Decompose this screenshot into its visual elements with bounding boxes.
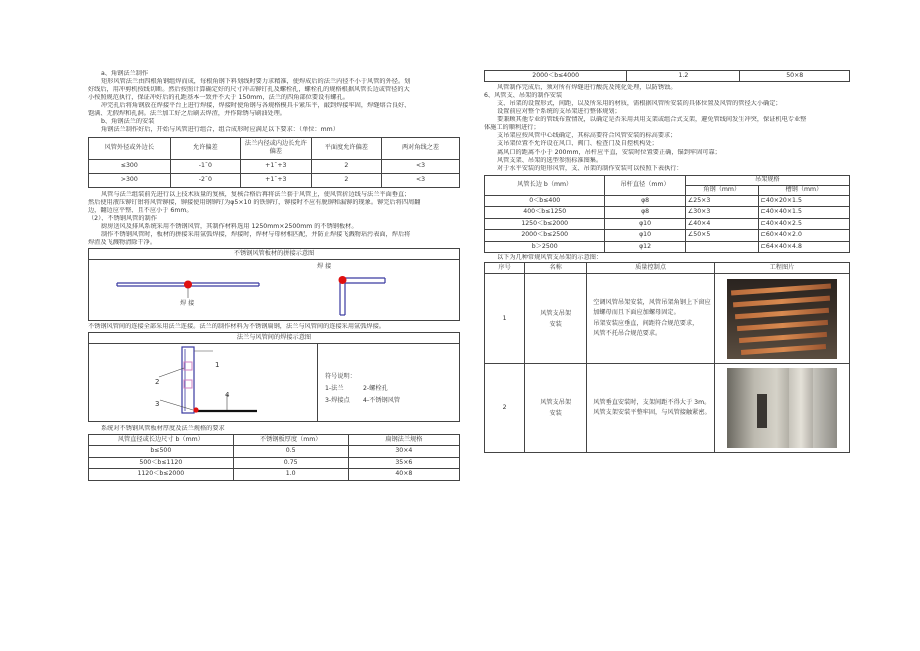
hanger-beam-shape (731, 283, 831, 295)
text-line: 体施工的顺利进行； (484, 124, 540, 132)
text-line: （2）、不锈钢风管的制作 (88, 214, 157, 222)
text-line: 支、吊架的设置形式，间距，以及所采用的材质，需根据风管所安装的具体位置及风管的管径大小确定； (497, 100, 782, 108)
header-cell: 序号 (485, 263, 525, 274)
text-line: 边，翻边应平整、且不应小于 6mm。 (88, 206, 193, 214)
hanger-beam-shape (739, 332, 827, 343)
quality-control-table (484, 262, 850, 453)
legend-item: 2-螺栓孔 (363, 384, 388, 392)
control-points (587, 274, 715, 364)
stainless-thickness-table (88, 434, 460, 481)
text-line: 6、风管支、吊架的制作安装 (484, 92, 563, 100)
diagram-title: 法兰与风管间的焊接示意图 (89, 333, 459, 344)
stainless-sheet-joint-diagram (88, 248, 460, 321)
project-photo-cell (714, 364, 849, 453)
table-cell: 2 (311, 173, 381, 187)
legend-item: 4-不锈钢风管 (363, 396, 401, 404)
row-number: 2 (485, 364, 525, 453)
table-cell: φ8 (605, 195, 685, 207)
item-name-line: 安装 (549, 320, 562, 328)
table-header-row (89, 137, 460, 159)
table-row (89, 469, 460, 481)
header-cell: 两对角线之差 (382, 137, 460, 159)
weld-point-marker (184, 280, 192, 288)
table-row (89, 457, 460, 469)
text-line: 矩形风管法兰由四根角钢组焊而成，每根角钢下料划线时要力求精准，使焊成后的法兰内径不小于风管的外径。划 (101, 78, 411, 86)
table-cell: 500＜b≤1120 (89, 457, 234, 469)
control-point-line: 加螺母而且下面应加螺母固定。 (593, 309, 680, 317)
table-cell: <3 (382, 173, 460, 187)
text-line: 支吊架位置不允许设在风口、阀门、检查门及自控机构处； (497, 140, 658, 148)
table-cell: 2000＜b≤2500 (485, 230, 605, 242)
paragraph: 系统对不锈钢风管板材厚度及法兰规格的要求 (101, 425, 225, 432)
table-cell: 1120＜b≤2000 (89, 469, 234, 481)
divider (317, 344, 318, 421)
table-cell: 35×6 (348, 457, 459, 469)
table-cell: -1¯0 (170, 159, 240, 173)
vertical-duct-bracket-photo (727, 368, 837, 448)
control-point-line: 风管垂直安装时，支架间距不得大于 3m。 (593, 398, 711, 406)
item-name-line: 安装 (549, 410, 562, 418)
table-cell: ≤300 (89, 159, 171, 173)
left-column (88, 70, 460, 481)
row-number: 1 (485, 274, 525, 364)
control-point-line: 空调风管吊架安装，风管吊架角钢上下窗应 (593, 298, 711, 306)
table-cell: 1.2 (627, 71, 740, 82)
symbol-legend (325, 371, 423, 406)
text-line: 冲完孔后将角钢放在焊接平台上进行焊接，焊接时使角钢与各规格模具卡紧压平，敲到焊接牢固，焊缝熔合良好、 (101, 102, 411, 110)
legend-row (325, 395, 423, 407)
text-line: 小按照规范执行，保证冲好后的孔距基本一致并不大于 150mm，法兰的四角部位要设有螺孔。 (88, 94, 349, 102)
text-line: 好线后，用冲剪机按线切断。然后按照计算确定好的尺寸冲击铆钉孔及螺栓孔，螺栓孔的规格根据风管长边或管径的大 (88, 86, 410, 94)
table-cell: 1.0 (233, 469, 348, 481)
table-cell: φ10 (605, 230, 685, 242)
table-cell: ∠30×3 (685, 207, 758, 219)
diagram-title: 不锈钢风管板材的拼接示意图 (89, 249, 459, 260)
table-cell: ⊏40×20×1.5 (758, 195, 849, 207)
header-cell: 工程图片 (714, 263, 849, 274)
project-photo-cell (714, 274, 849, 364)
header-cell: 名称 (525, 263, 587, 274)
header-cell: 质量控制点 (587, 263, 715, 274)
table-cell: 0＜b≤400 (485, 195, 605, 207)
flange-svg (89, 344, 315, 421)
table-row (485, 195, 850, 207)
stainless-thickness-table-continued (484, 70, 850, 82)
header-cell: 风管外径或外边长 (89, 137, 171, 159)
table-cell: 1250＜b≤2000 (485, 218, 605, 230)
paragraph: 以下为几种常规风管支吊架的示意图： (497, 254, 603, 262)
table-cell: φ10 (605, 218, 685, 230)
weld-label: 焊 接 (317, 262, 332, 270)
table-cell: ⊏40×40×2.5 (758, 218, 849, 230)
text-line: 要兼顾其他专业的管线布置情况，以确定是否采用共用支架或组合式支架，避免管线间发生冲突，保证机电专业整 (497, 116, 807, 124)
paragraph: 不锈钢风管间的连接全部采用法兰连接。法兰的制作材料为不锈钢扁钢，法兰与风管间的连接采用氩弧焊接。 (88, 322, 385, 330)
table-row (89, 446, 460, 458)
text-line: 风管制作完成后，须对所有焊缝进行酸洗及钝化处理，以防锈蚀。 (497, 84, 677, 91)
table-cell: 0.75 (233, 457, 348, 469)
text-line: a、角钢法兰制作 (101, 70, 149, 77)
table-row (485, 230, 850, 242)
table-cell: ∠50×5 (685, 230, 758, 242)
joint-svg (89, 260, 459, 320)
text-line: 然后使用液压铆钉钳将风管铆接，铆接使用钢铆钉为φ5×10 的铁铆钉，铆接时不应有脱铆和漏铆的现象。铆完后将四周翻 (88, 198, 421, 206)
hanger-beam-shape (735, 307, 829, 319)
table-cell: φ8 (605, 207, 685, 219)
text-line: 设置前应对整个系统的支吊架进行整体规划； (497, 108, 621, 116)
table-row (485, 241, 850, 253)
table-row (89, 173, 460, 187)
legend-item: 1-法兰 (325, 384, 344, 392)
table-cell: 40×8 (348, 469, 459, 481)
control-point-line: 风管支架安装平整牢固，与风管接触紧密。 (593, 409, 711, 417)
callout-number: 4 (225, 391, 230, 399)
item-name-line: 风管支吊架 (540, 399, 572, 407)
item-name (525, 274, 587, 364)
weld-point-marker (339, 276, 347, 284)
table-cell: <3 (382, 159, 460, 173)
header-cell: 允许偏差 (170, 137, 240, 159)
header-cell: 不锈钢板厚度（mm） (233, 435, 348, 446)
hanger-beam-shape (737, 320, 828, 331)
ceiling-hanger-photo (727, 279, 837, 359)
right-text-block-a (484, 84, 850, 173)
left-text-block-b (88, 191, 460, 247)
header-cell: 角钢（mm） (685, 185, 758, 195)
table-cell: +1¯+3 (241, 159, 311, 173)
callout-number: 2 (155, 378, 160, 386)
table-cell: -2¯0 (170, 173, 240, 187)
text-line: 饱满、无假焊和孔洞。法兰加工好之后刷去焊渣，并作除锈与刷油处理。 (88, 110, 286, 118)
header-cell: 扁钢法兰规格 (348, 435, 459, 446)
header-cell: 法兰内径或内边长允许偏差 (241, 137, 311, 159)
table-cell: >300 (89, 173, 171, 187)
table-row (485, 364, 850, 453)
text-line: 角钢法兰制作好后，开始与风管进行组合，组合成形时应满足以下要求：（单位：mm） (101, 126, 339, 134)
text-line: 制作不锈钢风管时，板材的拼接采用氩弧焊接，焊接时，焊材与母材相匹配，并防止焊接飞溅物玷污表面，焊后将 (101, 230, 411, 238)
callout-number: 3 (155, 400, 160, 408)
text-line: 对于水平安装的矩形风管，支、吊架的制作安装可以按照下表执行： (497, 164, 683, 172)
left-text-block-a (88, 70, 460, 135)
table-row (485, 218, 850, 230)
table-header-row (485, 263, 850, 274)
duct-shape (789, 368, 813, 448)
legend-item: 3-焊接点 (325, 396, 350, 404)
control-point-line: 吊架安装应垂直，间距符合规范要求， (593, 319, 699, 327)
header-cell: 风管长边 b（mm） (485, 175, 605, 195)
table-cell: 2000＜b≤4000 (485, 71, 627, 82)
flange-tolerance-table (88, 137, 460, 188)
table-cell: 2 (311, 159, 381, 173)
table-cell: 400＜b≤1250 (485, 207, 605, 219)
table-cell: 50×8 (740, 71, 850, 82)
table-cell: b≤500 (89, 446, 234, 458)
control-point-line: 风管不托吊合规范要求。 (593, 330, 662, 338)
table-header-row (89, 435, 460, 446)
table-row (485, 207, 850, 219)
table-cell: ⊏60×40×2.0 (758, 230, 849, 242)
table-cell: ⊏40×40×1.5 (758, 207, 849, 219)
flange-weld-diagram (88, 332, 460, 422)
text-line: 厨房送风及排风系统采用不锈钢风管，其制作材料选用 1250mm×2500mm 的不锈钢板材。 (101, 222, 358, 230)
item-name (525, 364, 587, 453)
text-line: 支吊架应按风管中心线确定，其标高要符合风管安装的标高要求； (497, 132, 677, 140)
control-points (587, 364, 715, 453)
text-line: 风管与法兰组装前先进行以上技术质量的复核，复核合格后再将法兰套于风管上，使风管折边线与法兰平面垂直； (101, 190, 411, 198)
header-cell: 风管直径或长边尺寸 b（mm） (89, 435, 234, 446)
header-cell: 平面度允许偏差 (311, 137, 381, 159)
header-cell: 吊杆直径（mm） (605, 175, 685, 195)
item-name-line: 风管支吊架 (540, 309, 572, 317)
legend-row (325, 383, 423, 395)
table-row (89, 159, 460, 173)
legend-title: 符号说明： (325, 373, 356, 380)
hanger-beam-shape (741, 344, 826, 355)
table-header-row (485, 175, 850, 185)
hanger-spec-table (484, 175, 850, 254)
table-cell: φ12 (605, 241, 685, 253)
hanger-beam-shape (733, 295, 830, 307)
text-line: 风管支架、吊架的选型参照标准图集。 (497, 156, 603, 164)
table-cell: +1¯+3 (241, 173, 311, 187)
header-cell: 槽钢（mm） (758, 185, 849, 195)
bracket-shape (757, 394, 767, 428)
table-row (485, 274, 850, 364)
table-cell: ∠40×4 (685, 218, 758, 230)
weld-label: 焊 接 (180, 299, 195, 307)
table-cell: b＞2500 (485, 241, 605, 253)
text-line: b、角钢法兰的安装 (101, 118, 155, 126)
table-cell (685, 241, 758, 253)
table-cell: ⊏64×40×4.8 (758, 241, 849, 253)
table-cell: ∠25×3 (685, 195, 758, 207)
callout-number: 1 (215, 361, 220, 369)
table-cell: 30×4 (348, 446, 459, 458)
text-line: 离风口的距离不小于 200mm，吊杆应平直，安装时位置要正确，锚到牢固可靠； (497, 148, 721, 156)
header-cell: 吊架规格 (685, 175, 849, 185)
table-cell: 0.5 (233, 446, 348, 458)
right-column (484, 70, 850, 453)
table-row (485, 71, 850, 82)
text-line: 焊渣及飞溅物清除干净。 (88, 238, 157, 246)
